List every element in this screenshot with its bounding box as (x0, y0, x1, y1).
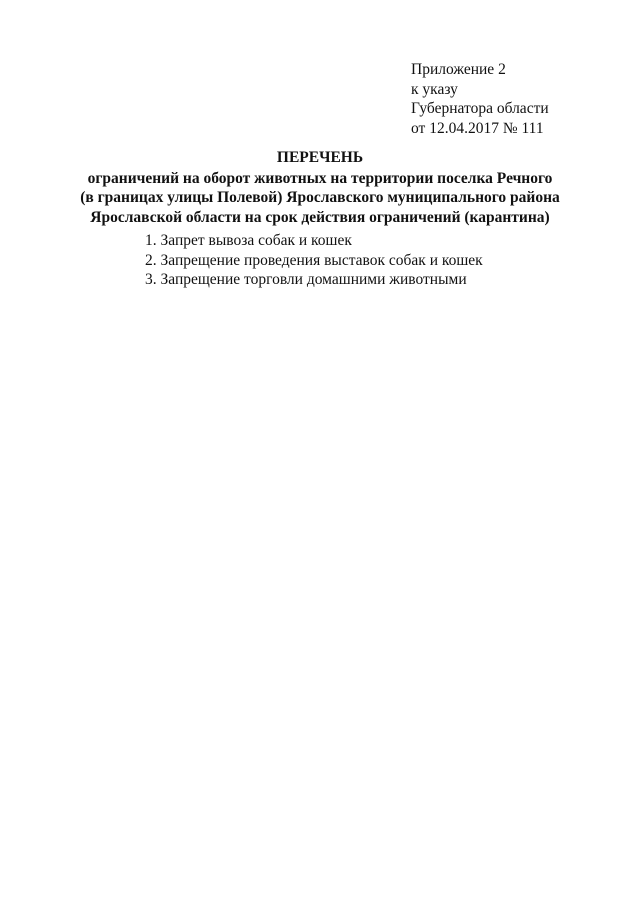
list-item: 2. Запрещение проведения выставок собак и кошек (145, 251, 483, 269)
appendix-line: Губернатора области (411, 100, 549, 117)
appendix-line: Приложение 2 (411, 61, 506, 78)
restrictions-list (145, 231, 483, 290)
appendix-line: к указу (411, 80, 458, 98)
appendix-line: от 12.04.2017 № 111 (411, 119, 544, 137)
document-heading (0, 148, 640, 227)
list-item: 1. Запрет вывоза собак и кошек (145, 232, 352, 249)
document-subtitle-line: Ярославской области на срок действия ограничений (карантина) (90, 208, 550, 226)
document-subtitle-line: ограничений на оборот животных на территории поселка Речного (87, 169, 553, 187)
document-subtitle-line: (в границах улицы Полевой) Ярославского муниципального района (80, 189, 560, 206)
document-title: ПЕРЕЧЕНЬ (276, 149, 364, 166)
list-item: 3. Запрещение торговли домашними животными (145, 271, 467, 288)
appendix-reference (411, 60, 549, 138)
